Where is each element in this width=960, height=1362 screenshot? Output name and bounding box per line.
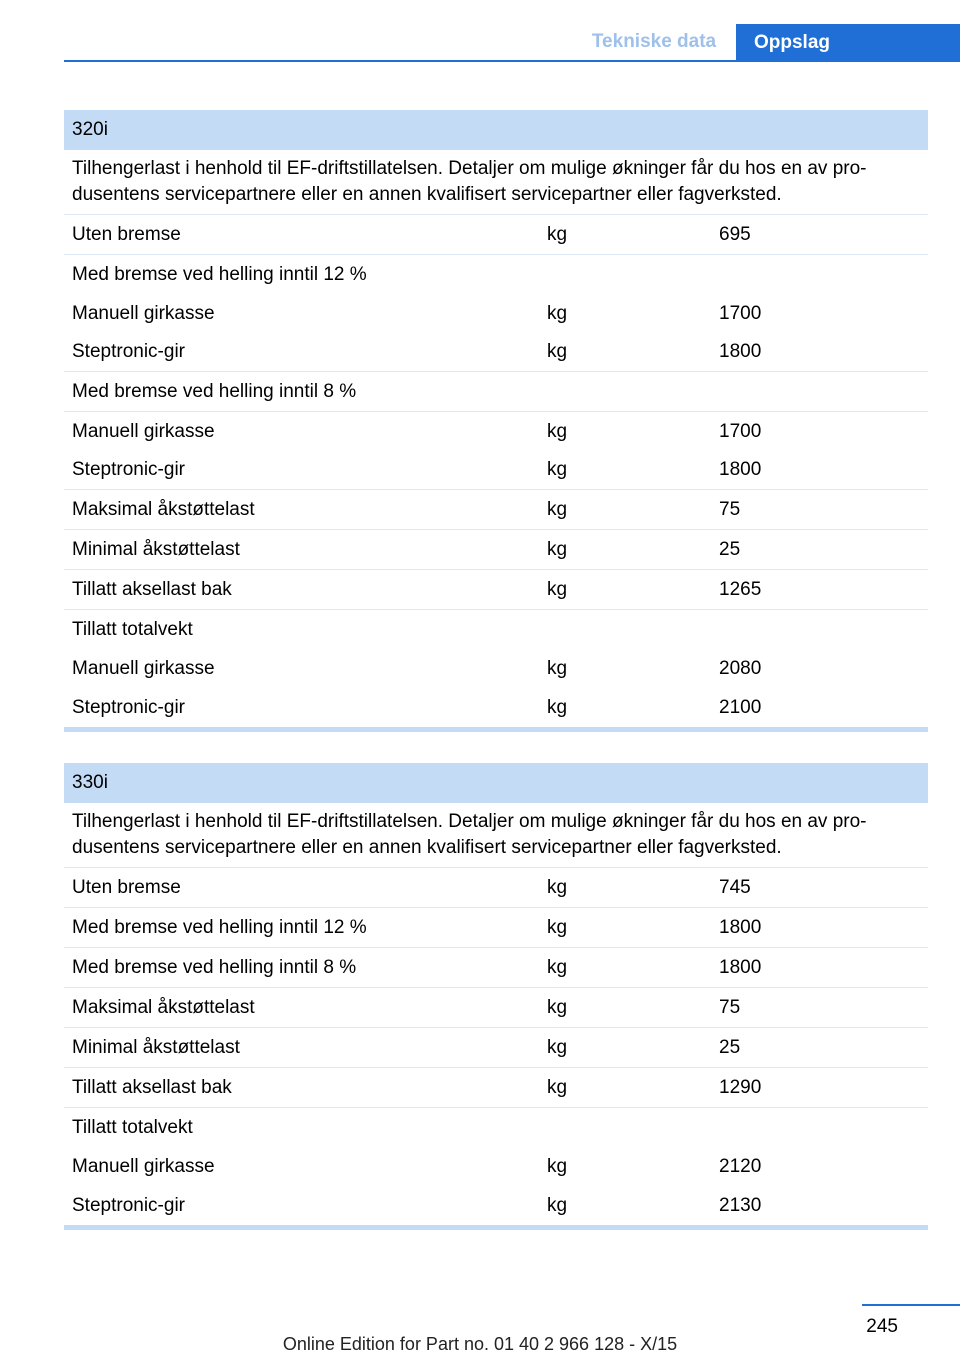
table-row: Tillatt aksellast bak kg 1265 <box>64 570 928 610</box>
table-end-rule <box>64 727 928 732</box>
table-title: 330i <box>64 763 928 803</box>
table-group-label: Med bremse ved helling inntil 8 % <box>64 372 928 412</box>
table-group-label: Tillatt totalvekt <box>72 618 193 640</box>
table-group-label: Tillatt totalvekt <box>72 1116 193 1138</box>
table-row: Med bremse ved helling inntil 12 % kg 1800 <box>64 908 928 948</box>
table-330i <box>64 763 928 1230</box>
table-row: Minimal åkstøttelast kg 25 <box>64 1028 928 1068</box>
table-320i <box>64 110 928 732</box>
table-row: Manuell girkasse kg 1700 <box>72 420 762 442</box>
table-row: Steptronic-gir kg 2100 <box>72 696 762 718</box>
table-group-label: Med bremse ved helling inntil 12 % <box>72 263 367 285</box>
chapter-tab: Oppslag <box>736 24 960 62</box>
edition-note: Online Edition for Part no. 01 40 2 966 128 - X/15 <box>282 1334 678 1354</box>
table-title: 320i <box>64 110 928 150</box>
footer-rule <box>862 1304 960 1306</box>
table-row: Uten bremse kg 695 <box>64 215 928 255</box>
table-row: Manuell girkasse kg 2080 <box>72 657 762 679</box>
table-end-rule <box>64 1225 928 1230</box>
table-row: Steptronic-gir kg 2130 <box>72 1194 762 1216</box>
table-description: Tilhengerlast i henhold til EF-driftstillatelsen. Detaljer om mulige økninger får du hos en av pro-dusentens servicepartnere eller en annen kvalifisert servicepartner eller fagverksted. <box>64 150 928 215</box>
table-row: Maksimal åkstøttelast kg 75 <box>64 988 928 1028</box>
table-description: Tilhengerlast i henhold til EF-driftstillatelsen. Detaljer om mulige økninger får du hos en av pro-dusentens servicepartnere eller en annen kvalifisert servicepartner eller fagverksted. <box>64 803 928 868</box>
header-rule <box>64 60 960 62</box>
table-row: Tillatt aksellast bak kg 1290 <box>64 1068 928 1108</box>
table-row: Steptronic-gir kg 1800 <box>64 451 928 490</box>
table-row: Maksimal åkstøttelast kg 75 <box>64 490 928 530</box>
table-row: Manuell girkasse kg 1700 <box>72 302 762 324</box>
table-row: Uten bremse kg 745 <box>64 868 928 908</box>
table-row: Steptronic-gir kg 1800 <box>64 333 928 372</box>
table-row: Med bremse ved helling inntil 8 % kg 1800 <box>64 948 928 988</box>
page-number: 245 <box>866 1316 898 1337</box>
table-row: Manuell girkasse kg 2120 <box>72 1155 762 1177</box>
table-row: Minimal åkstøttelast kg 25 <box>64 530 928 570</box>
section-tab: Tekniske data <box>591 31 717 52</box>
